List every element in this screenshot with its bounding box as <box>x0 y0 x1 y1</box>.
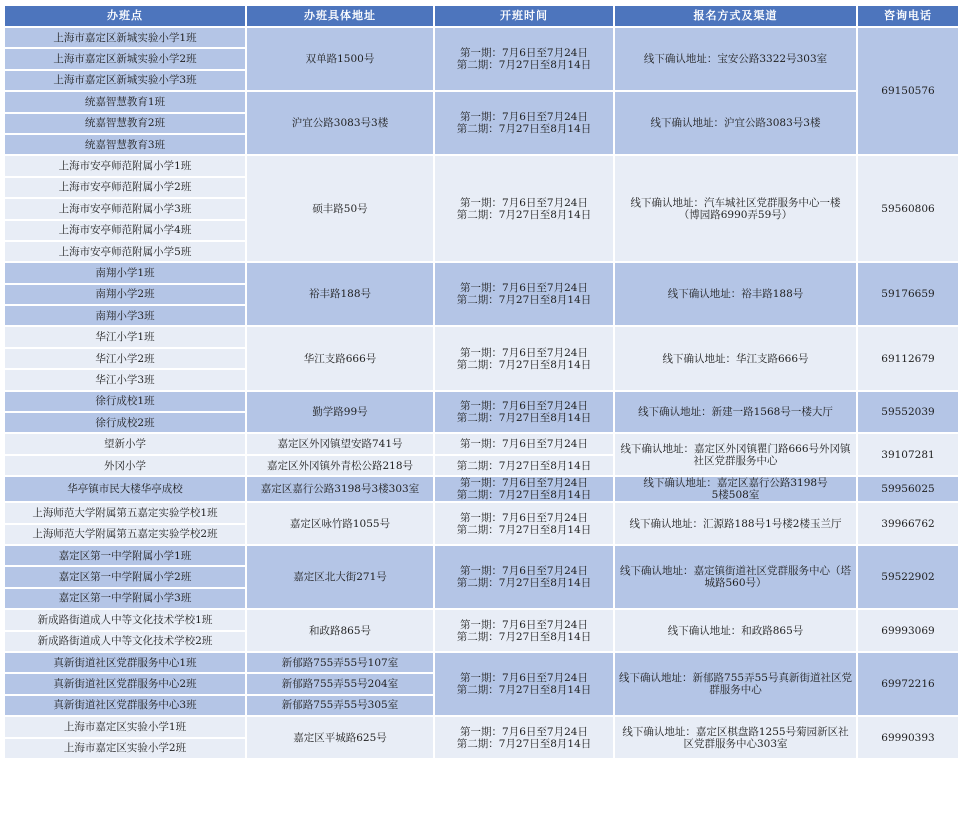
table-row <box>4 91 959 112</box>
cell-site: 华江小学2班 <box>4 348 246 369</box>
cell-address: 沪宜公路3083号3楼 <box>246 91 434 155</box>
cell-site: 真新街道社区党群服务中心3班 <box>4 695 246 716</box>
table-row <box>4 502 959 523</box>
header-time: 开班时间 <box>434 5 614 27</box>
cell-signup: 线下确认地址：宝安公路3322号303室 <box>614 27 857 91</box>
table-header-row <box>4 5 959 27</box>
table-row <box>4 716 959 737</box>
table-row <box>4 326 959 347</box>
cell-site: 嘉定区第一中学附属小学3班 <box>4 588 246 609</box>
cell-time: 第二期：7月27日至8月14日 <box>434 455 614 476</box>
cell-address: 硕丰路50号 <box>246 155 434 262</box>
header-address: 办班具体地址 <box>246 5 434 27</box>
table-row <box>4 609 959 630</box>
cell-time: 第一期：7月6日至7月24日 第二期：7月27日至8月14日 <box>434 326 614 390</box>
cell-site: 徐行成校1班 <box>4 391 246 412</box>
cell-site: 上海市安亭师范附属小学4班 <box>4 220 246 241</box>
cell-address: 嘉定区外冈镇外青松公路218号 <box>246 455 434 476</box>
cell-time: 第一期：7月6日至7月24日 第二期：7月27日至8月14日 <box>434 262 614 326</box>
cell-site: 嘉定区第一中学附属小学2班 <box>4 566 246 587</box>
cell-address: 嘉定区外冈镇望安路741号 <box>246 433 434 454</box>
cell-site: 上海市嘉定区实验小学1班 <box>4 716 246 737</box>
cell-address: 华江支路666号 <box>246 326 434 390</box>
cell-signup: 线下确认地址：和政路865号 <box>614 609 857 652</box>
cell-site: 南翔小学3班 <box>4 305 246 326</box>
cell-phone: 59956025 <box>857 476 959 502</box>
header-signup: 报名方式及渠道 <box>614 5 857 27</box>
cell-address: 嘉定区北大街271号 <box>246 545 434 609</box>
cell-phone: 59560806 <box>857 155 959 262</box>
table-row <box>4 391 959 412</box>
cell-site: 新成路街道成人中等文化技术学校1班 <box>4 609 246 630</box>
cell-time: 第一期：7月6日至7月24日 第二期：7月27日至8月14日 <box>434 476 614 502</box>
cell-signup: 线下确认地址：裕丰路188号 <box>614 262 857 326</box>
table-row <box>4 155 959 176</box>
cell-address: 和政路865号 <box>246 609 434 652</box>
cell-time: 第一期：7月6日至7月24日 第二期：7月27日至8月14日 <box>434 502 614 545</box>
registration-table <box>3 4 960 760</box>
cell-time: 第一期：7月6日至7月24日 第二期：7月27日至8月14日 <box>434 27 614 91</box>
cell-phone: 59552039 <box>857 391 959 434</box>
cell-site: 上海市安亭师范附属小学5班 <box>4 241 246 262</box>
cell-time: 第一期：7月6日至7月24日 第二期：7月27日至8月14日 <box>434 155 614 262</box>
cell-signup: 线下确认地址：新建一路1568号一楼大厅 <box>614 391 857 434</box>
cell-signup: 线下确认地址：沪宜公路3083号3楼 <box>614 91 857 155</box>
table-row <box>4 262 959 283</box>
cell-site: 新成路街道成人中等文化技术学校2班 <box>4 631 246 652</box>
cell-address: 嘉定区嘉行公路3198号3楼303室 <box>246 476 434 502</box>
cell-time: 第一期：7月6日至7月24日 <box>434 433 614 454</box>
cell-time: 第一期：7月6日至7月24日 第二期：7月27日至8月14日 <box>434 609 614 652</box>
cell-phone: 59522902 <box>857 545 959 609</box>
cell-site: 统嘉智慧教育3班 <box>4 134 246 155</box>
cell-time: 第一期：7月6日至7月24日 第二期：7月27日至8月14日 <box>434 91 614 155</box>
cell-signup: 线下确认地址：嘉定区棋盘路1255号菊园新区社区党群服务中心303室 <box>614 716 857 759</box>
cell-address: 双单路1500号 <box>246 27 434 91</box>
table-row <box>4 27 959 48</box>
cell-phone: 59176659 <box>857 262 959 326</box>
cell-address: 勤学路99号 <box>246 391 434 434</box>
cell-site: 上海市嘉定区新城实验小学1班 <box>4 27 246 48</box>
cell-site: 上海师范大学附属第五嘉定实验学校1班 <box>4 502 246 523</box>
cell-signup: 线下确认地址：汇源路188号1号楼2楼玉兰厅 <box>614 502 857 545</box>
cell-address: 新郁路755弄55号305室 <box>246 695 434 716</box>
cell-site: 上海市嘉定区新城实验小学3班 <box>4 70 246 91</box>
table-row <box>4 652 959 673</box>
cell-signup: 线下确认地址：嘉定区嘉行公路3198号 5楼508室 <box>614 476 857 502</box>
table-row <box>4 433 959 454</box>
cell-signup: 线下确认地址：新郁路755弄55号真新街道社区党群服务中心 <box>614 652 857 716</box>
cell-site: 真新街道社区党群服务中心1班 <box>4 652 246 673</box>
cell-site: 真新街道社区党群服务中心2班 <box>4 673 246 694</box>
cell-address: 裕丰路188号 <box>246 262 434 326</box>
cell-site: 南翔小学1班 <box>4 262 246 283</box>
cell-site: 统嘉智慧教育2班 <box>4 113 246 134</box>
cell-site: 徐行成校2班 <box>4 412 246 433</box>
cell-phone: 69990393 <box>857 716 959 759</box>
cell-signup: 线下确认地址：嘉定区外冈镇瞿门路666号外冈镇社区党群服务中心 <box>614 433 857 476</box>
cell-signup: 线下确认地址：嘉定镇街道社区党群服务中心（塔城路560号） <box>614 545 857 609</box>
cell-signup: 线下确认地址：华江支路666号 <box>614 326 857 390</box>
cell-time: 第一期：7月6日至7月24日 第二期：7月27日至8月14日 <box>434 391 614 434</box>
cell-site: 华江小学3班 <box>4 369 246 390</box>
cell-address: 嘉定区平城路625号 <box>246 716 434 759</box>
cell-site: 上海市安亭师范附属小学3班 <box>4 198 246 219</box>
cell-site: 上海市安亭师范附属小学2班 <box>4 177 246 198</box>
cell-site: 上海市嘉定区实验小学2班 <box>4 738 246 759</box>
cell-phone: 39107281 <box>857 433 959 476</box>
cell-site: 上海师范大学附属第五嘉定实验学校2班 <box>4 524 246 545</box>
cell-phone: 69112679 <box>857 326 959 390</box>
cell-address: 新郁路755弄55号204室 <box>246 673 434 694</box>
cell-time: 第一期：7月6日至7月24日 第二期：7月27日至8月14日 <box>434 545 614 609</box>
registration-table-container <box>3 4 960 760</box>
cell-site: 望新小学 <box>4 433 246 454</box>
cell-site: 统嘉智慧教育1班 <box>4 91 246 112</box>
table-row <box>4 545 959 566</box>
cell-site: 外冈小学 <box>4 455 246 476</box>
cell-time: 第一期：7月6日至7月24日 第二期：7月27日至8月14日 <box>434 652 614 716</box>
cell-site: 嘉定区第一中学附属小学1班 <box>4 545 246 566</box>
cell-address: 新郁路755弄55号107室 <box>246 652 434 673</box>
cell-site: 华亭镇市民大楼华亭成校 <box>4 476 246 502</box>
cell-phone: 69993069 <box>857 609 959 652</box>
cell-site: 上海市安亭师范附属小学1班 <box>4 155 246 176</box>
cell-phone: 69972216 <box>857 652 959 716</box>
cell-phone: 69150576 <box>857 27 959 155</box>
cell-phone: 39966762 <box>857 502 959 545</box>
header-site: 办班点 <box>4 5 246 27</box>
cell-site: 上海市嘉定区新城实验小学2班 <box>4 48 246 69</box>
cell-address: 嘉定区咏竹路1055号 <box>246 502 434 545</box>
cell-site: 南翔小学2班 <box>4 284 246 305</box>
cell-time: 第一期：7月6日至7月24日 第二期：7月27日至8月14日 <box>434 716 614 759</box>
header-phone: 咨询电话 <box>857 5 959 27</box>
cell-site: 华江小学1班 <box>4 326 246 347</box>
cell-signup: 线下确认地址：汽车城社区党群服务中心一楼 （博园路6990弄59号） <box>614 155 857 262</box>
